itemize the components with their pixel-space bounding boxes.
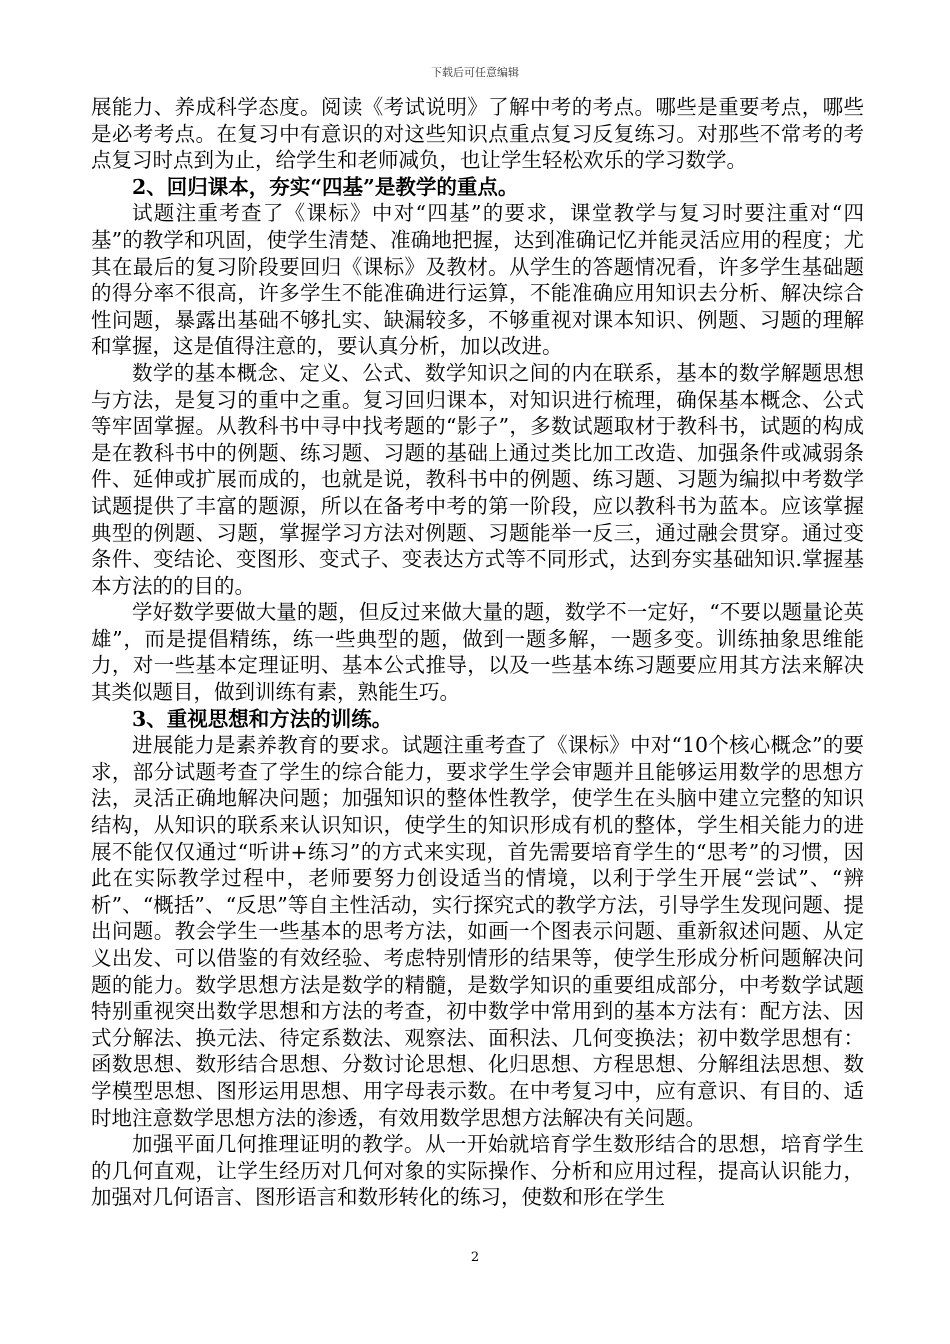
paragraph: 加强平面几何推理证明的教学。从一开始就培育学生数形结合的思想，培育学生的几何直观，让学生经历对几何对象的实际操作、分析和应用过程，提高认识能力，加强对几何语言、图形语言和数形转化的练习，使数和形在学生	[91, 1132, 864, 1210]
section-heading-2: 2、回归课本，夯实“四基”是教学的重点。	[132, 174, 519, 199]
document-body	[91, 94, 864, 1211]
paragraph: 试题注重考查了《课标》中对“四基”的要求，课堂教学与复习时要注重对“四基”的教学和巩固，使学生清楚、准确地把握，达到准确记忆并能灵活应用的程度；尤其在最后的复习阶段要回归《课标》及教材。从学生的答题情况看，许多学生基础题的得分率不很高，许多学生不能准确进行运算，不能准确应用知识去分析、解决综合性问题，暴露出基础不够扎实、缺漏较多，不够重视对课本知识、例题、习题的理解和掌握，这是值得注意的，要认真分析，加以改进。	[91, 201, 864, 359]
page-header: 下载后可任意编辑	[431, 66, 519, 79]
section-heading-3: 3、重视思想和方法的训练。	[132, 706, 393, 731]
paragraph-continuation: 展能力、养成科学态度。阅读《考试说明》了解中考的考点。哪些是重要考点，哪些是必考考点。在复习中有意识的对这些知识点重点复习反复练习。对那些不常考的考点复习时点到为止，给学生和老师减负，也让学生轻松欢乐的学习数学。	[91, 95, 864, 173]
paragraph: 进展能力是素养教育的要求。试题注重考查了《课标》中对“10个核心概念”的要求，部分试题考查了学生的综合能力，要求学生学会审题并且能够运用数学的思想方法，灵活正确地解决问题；加强知识的整体性教学，使学生在头脑中建立完整的知识结构，从知识的联系来认识知识，使学生的知识形成有机的整体，学生相关能力的进展不能仅仅通过“听讲+练习”的方式来实现，首先需要培育学生的“思考”的习惯，因此在实际教学过程中，老师要努力创设适当的情境，以利于学生开展“尝试”、“辨析”、“概括”、“反思”等自主性活动，实行探究式的教学方法，引导学生发现问题、提出问题。教会学生一些基本的思考方法，如画一个图表示问题、重新叙述问题、从定义出发、可以借鉴的有效经验、考虑特别情形的结果等，使学生形成分析问题解决问题的能力。数学思想方法是数学的精髓，是数学知识的重要组成部分，中考数学试题特别重视突出数学思想和方法的考查，初中数学中常用到的基本方法有：配方法、因式分解法、换元法、待定系数法、观察法、面积法、几何变换法；初中数学思想有：函数思想、数形结合思想、分数讨论思想、化归思想、方程思想、分解组法思想、数学模型思想、图形运用思想、用字母表示数。在中考复习中，应有意识、有目的、适时地注意数学思想方法的渗透，有效用数学思想方法解决有关问题。	[91, 733, 864, 1130]
page-number: 2	[470, 1250, 480, 1265]
paragraph: 学好数学要做大量的题，但反过来做大量的题，数学不一定好，“不要以题量论英雄”，而是提倡精练，练一些典型的题，做到一题多解，一题多变。训练抽象思维能力，对一些基本定理证明、基本公式推导，以及一些基本练习题要应用其方法来解决其类似题目，做到训练有素，熟能生巧。	[91, 600, 864, 705]
paragraph: 数学的基本概念、定义、公式、数学知识之间的内在联系，基本的数学解题思想与方法，是复习的重中之重。复习回归课本，对知识进行梳理，确保基本概念、公式等牢固掌握。从教科书中寻中找考题的“影子”，多数试题取材于教科书，试题的构成是在教科书中的例题、练习题、习题的基础上通过类比加工改造、加强条件或减弱条件、延伸或扩展而成的，也就是说，教科书中的例题、练习题、习题为编拟中考数学试题提供了丰富的题源，所以在备考中考的第一阶段，应以教科书为蓝本。应该掌握典型的例题、习题，掌握学习方法对例题、习题能举一反三，通过融会贯穿。通过变条件、变结论、变图形、变式子、变表达方式等不同形式，达到夯实基础知识.掌握基本方法的的目的。	[91, 360, 864, 598]
